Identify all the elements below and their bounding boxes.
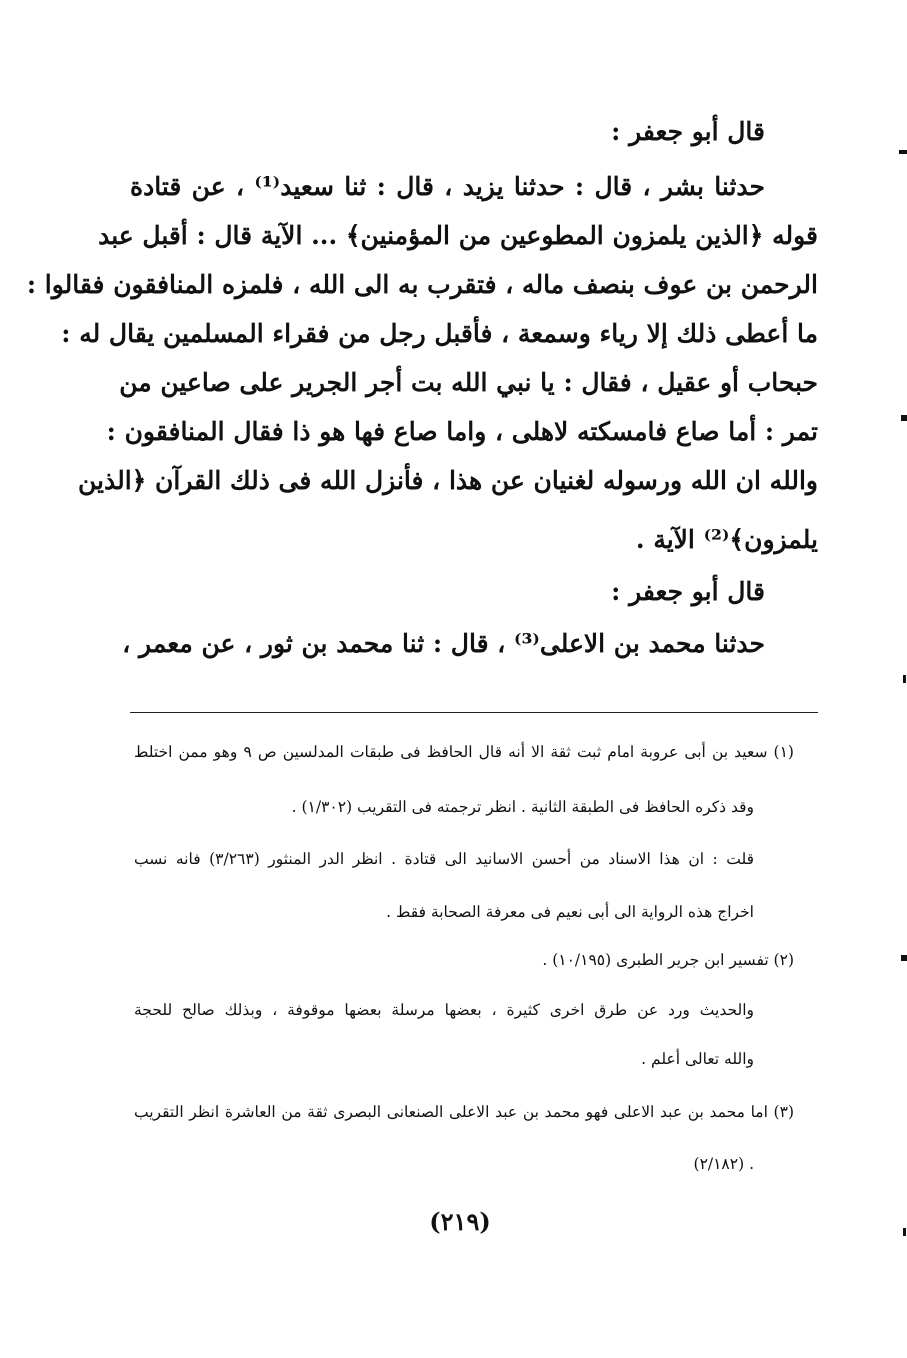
footnote-1-line-4: اخراج هذه الرواية الى أبى نعيم فى معرفة الصحابة فقط . xyxy=(386,903,754,921)
main-text-line-6: تمر : أما صاع فامسكته لاهلى ، واما صاع فها هو ذا فقال المنافقون : xyxy=(106,417,818,446)
footnote-3-line-2: (٢/١٨٢) . xyxy=(693,1155,754,1173)
scan-edge-mark xyxy=(901,415,907,421)
footnote-2-line-2: والحديث ورد عن طرق اخرى كثيرة ، بعضها مرسلة بعضها موقوفة ، وبذلك صالح للحجة xyxy=(134,1001,754,1019)
main-text-line-1: حدثنا بشر ، قال : حدثنا يزيد ، قال : ثنا سعيد⁽¹⁾ ، عن قتادة xyxy=(130,172,765,201)
footnote-1-line-3: قلت : ان هذا الاسناد من أحسن الاسانيد الى قتادة . انظر الدر المنثور (٣/٢٦٣) فانه نسب xyxy=(134,850,754,868)
scan-edge-mark xyxy=(903,675,906,683)
footnote-2-line-3: والله تعالى أعلم . xyxy=(641,1050,754,1068)
main-text-last-line: حدثنا محمد بن الاعلى⁽³⁾ ، قال : ثنا محمد بن ثور ، عن معمر ، xyxy=(122,629,765,658)
main-text-line-8: يلمزون﴾⁽²⁾ الآية . xyxy=(635,525,818,554)
page-number: (٢١٩) xyxy=(429,1207,491,1236)
heading-qala-abu-jafar-1: قال أبو جعفر : xyxy=(611,117,765,146)
main-text-line-7: والله ان الله ورسوله لغنيان عن هذا ، فأنزل الله فى ذلك القرآن ﴿الذين xyxy=(77,466,818,495)
main-text-line-2: قوله ﴿الذين يلمزون المطوعين من المؤمنين﴾ ... الآية قال : أقبل عبد xyxy=(98,221,818,250)
footnote-1-line-2: وقد ذكره الحافظ فى الطبقة الثانية . انظر ترجمته فى التقريب (١/٣٠٢) . xyxy=(291,798,754,816)
scan-edge-mark xyxy=(899,150,907,154)
scan-edge-mark xyxy=(901,955,907,961)
footnote-2-line-1: (٢) تفسير ابن جرير الطبرى (١٠/١٩٥) . xyxy=(542,951,794,969)
footnote-3-line-1: (٣) اما محمد بن عبد الاعلى فهو محمد بن عبد الاعلى الصنعانى البصرى ثقة من العاشرة انظر التقريب xyxy=(134,1103,794,1121)
main-text-line-3: الرحمن بن عوف بنصف ماله ، فتقرب به الى الله ، فلمزه المنافقون فقالوا : xyxy=(26,270,818,299)
footnote-1-line-1: (١) سعيد بن أبى عروبة امام ثبت ثقة الا أنه قال الحافظ فى طبقات المدلسين ص ٩ وهو ممن اختلط xyxy=(134,743,794,761)
footnote-separator xyxy=(130,712,818,713)
scan-edge-mark xyxy=(903,1228,906,1236)
main-text-line-4: ما أعطى ذلك إلا رياء وسمعة ، فأقبل رجل من فقراء المسلمين يقال له : xyxy=(61,319,818,348)
main-text-line-5: حبحاب أو عقيل ، فقال : يا نبي الله بت أجر الجرير على صاعين من xyxy=(119,368,818,397)
heading-qala-abu-jafar-2: قال أبو جعفر : xyxy=(611,577,765,606)
